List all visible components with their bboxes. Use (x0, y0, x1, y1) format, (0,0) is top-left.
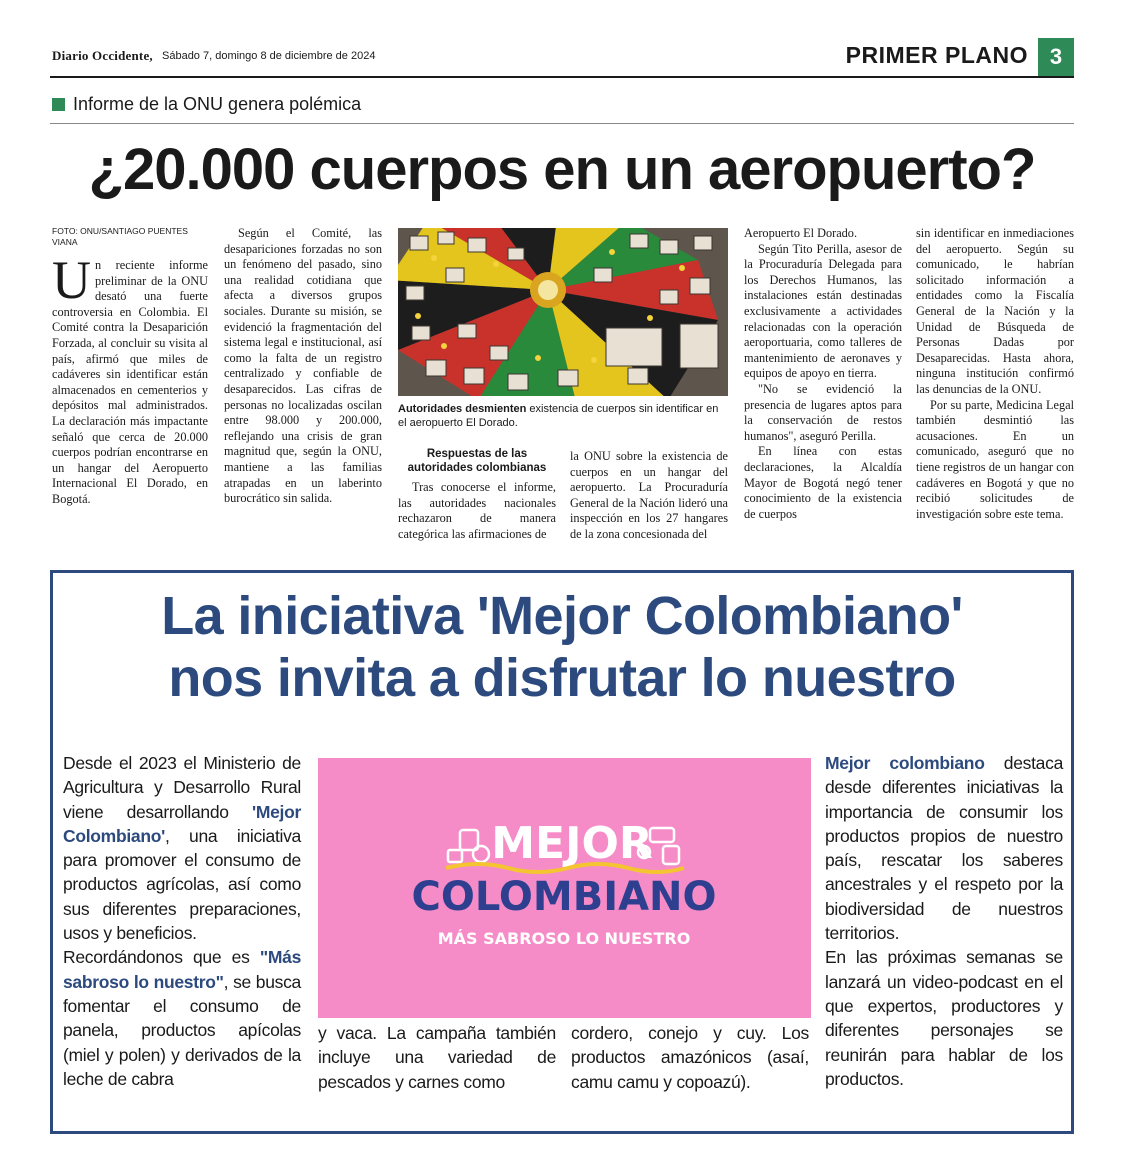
logo-line-1: MEJOR (491, 818, 653, 869)
section-title: PRIMER PLANO (845, 42, 1028, 68)
story-column-6 (916, 226, 1074, 522)
promo-column-3 (571, 1021, 809, 1094)
memorial-photo (398, 228, 728, 396)
column-1-text: n reciente informe preliminar de la ONU desató una fuerte controversia en Colombia. El Comité contra la Desaparición Forzada, al concluir su visita al país, afirmó que miles de cadáveres sin identificar están almacenados en cementerios y depósitos mal administrados. La declaración más impactante señaló que cerca de 20.000 cuerpos podrían encontrarse en un hangar del Aeropuerto Internacional El Dorado, en Bogotá. (52, 258, 208, 506)
column-6-p2: Por su parte, Medicina Legal también desmintió las acusaciones. En un comunicado, aseguró que no tiene registros de un hangar con cadáveres en Bogotá y que no recibió solicitudes de investigación sobre este tema. (916, 397, 1074, 521)
drop-cap: U (52, 250, 91, 310)
story-headline: ¿20.000 cuerpos en un aeropuerto? (88, 137, 1036, 202)
photo-credit: FOTO: ONU/SANTIAGO PUENTES VIANA (52, 226, 188, 247)
caption-bold: Autoridades desmienten (398, 403, 527, 415)
column-5-p3: "No se evidenció la presencia de lugares aptos para la conservación de restos humanos", aseguró Perilla. (744, 381, 902, 443)
promo-col1-highlight-2: "Más sabroso lo nuestro" (63, 947, 301, 992)
promo-col2-text: y vaca. La campaña también incluye una variedad de pescados y carnes como (318, 1023, 556, 1092)
kicker-text: Informe de la ONU genera polémica (73, 94, 362, 114)
story-column-5 (744, 226, 902, 522)
promo-headline (53, 585, 1071, 709)
story-column-2 (224, 226, 382, 507)
masthead (50, 38, 1074, 78)
photo-caption (398, 403, 728, 430)
story-column-1 (52, 250, 208, 508)
logo-artwork (318, 758, 811, 1018)
mejor-colombiano-logo (318, 758, 811, 1018)
promo-column-2 (318, 1021, 556, 1094)
promo-column-4 (825, 751, 1063, 1091)
logo-line-2: COLOMBIANO (411, 874, 717, 920)
promo-headline-line-1: La iniciativa 'Mejor Colombiano' (161, 586, 963, 646)
logo-tagline: MÁS SABROSO LO NUESTRO (437, 929, 691, 948)
promo-column-1 (63, 751, 301, 1091)
promo-col1-text-d: , se busca fomentar el consumo de panela, productos apícolas (miel y polen) y derivados de la leche de cabra (63, 971, 301, 1089)
column-5-p2: Según Tito Perilla, asesor de la Procuraduría Delegada para los Derechos Humanos, las instalaciones están destinadas exclusivamente a actividades relacionadas con la operación aeroportuaria, como talleres de mantenimiento de aeronaves y equipos de apoyo en tierra. (744, 241, 902, 381)
story-subhead: Respuestas de las autoridades colombianas (407, 448, 547, 474)
column-2-text: Según el Comité, las desapariciones forzadas no son un fenómeno del pasado, sino una realidad cotidiana que afecta a diversos grupos sociales. Durante su misión, se evidenció la fragmentación del sistema legal e institucional, así como la falta de un registro centralizado y confiable de desaparecidos. Las cifras de personas no localizadas oscilan entre 98.000 y 200.000, reflejando una crisis de gran magnitud que, según la ONU, mantiene a las familias atrapadas en un laberinto burocrático sin salida. (224, 226, 382, 506)
column-4-text: la ONU sobre la existencia de cuerpos en un hangar del aeropuerto. La Procuraduría General de la Nación lideró una inspección en los 27 hangares de la zona concesionada del (570, 449, 728, 541)
story-column-4 (570, 449, 728, 543)
paper-name: Diario Occidente, (52, 48, 153, 63)
column-5-p4: En línea con estas declaraciones, la Alcaldía Mayor de Bogotá negó tener conocimiento de la existencia de cuerpos (744, 444, 902, 521)
promo-col4-text-b: En las próximas semanas se lanzará un video-podcast en el que expertos, productores y diferentes personajes se reunirán para hablar de los productos. (825, 947, 1063, 1089)
column-5-p1: Aeropuerto El Dorado. (744, 226, 858, 240)
story-kicker (52, 94, 361, 115)
memorial-illustration (398, 228, 728, 396)
promo-story-box (50, 570, 1074, 1134)
publication-date: Sábado 7, domingo 8 de diciembre de 2024 (162, 50, 376, 62)
column-6-p1: sin identificar en inmediaciones del aeropuerto. Según su comunicado, le habrían solicitado información a entidades como la Fiscalía General de la Nación y la Unidad de Búsqueda de Personas Dadas por Desaparecidas. Hasta ahora, ninguna institución confirmó las denuncias de la ONU. (916, 226, 1074, 396)
promo-col1-text-c: Recordándonos que es (63, 947, 260, 968)
promo-col4-text-a: destaca desde diferentes iniciativas la importancia de consumir los productos propios de nuestro país, rescatar los saberes ancestrales y el respeto por la biodiversidad de nuestros territorios. (825, 753, 1063, 944)
promo-col3-text: cordero, conejo y cuy. Los productos amazónicos (asaí, camu camu y copoazú). (571, 1023, 809, 1092)
caption-text: existencia de cuerpos sin identificar en el aeropuerto El Dorado. (398, 403, 719, 429)
promo-col4-highlight: Mejor colombiano (825, 753, 985, 773)
promo-col1-text-b: , una iniciativa para promover el consumo de productos agrícolas, así como sus diferentes preparaciones, usos y beneficios. (63, 825, 301, 944)
promo-col1-highlight-1: 'Mejor Colombiano' (63, 801, 301, 846)
kicker-rule (50, 123, 1074, 124)
kicker-square-icon (52, 98, 65, 111)
masthead-rule (50, 76, 1074, 78)
promo-col1-text-a: Desde el 2023 el Ministerio de Agricultura y Desarrollo Rural viene desarrollando (63, 753, 301, 822)
column-3-text: Tras conocerse el informe, las autoridades nacionales rechazaron de manera categórica las afirmaciones de (398, 480, 556, 541)
story-column-3 (398, 480, 556, 542)
page-number: 3 (1038, 38, 1074, 76)
promo-headline-line-2: nos invita a disfrutar lo nuestro (168, 648, 956, 708)
